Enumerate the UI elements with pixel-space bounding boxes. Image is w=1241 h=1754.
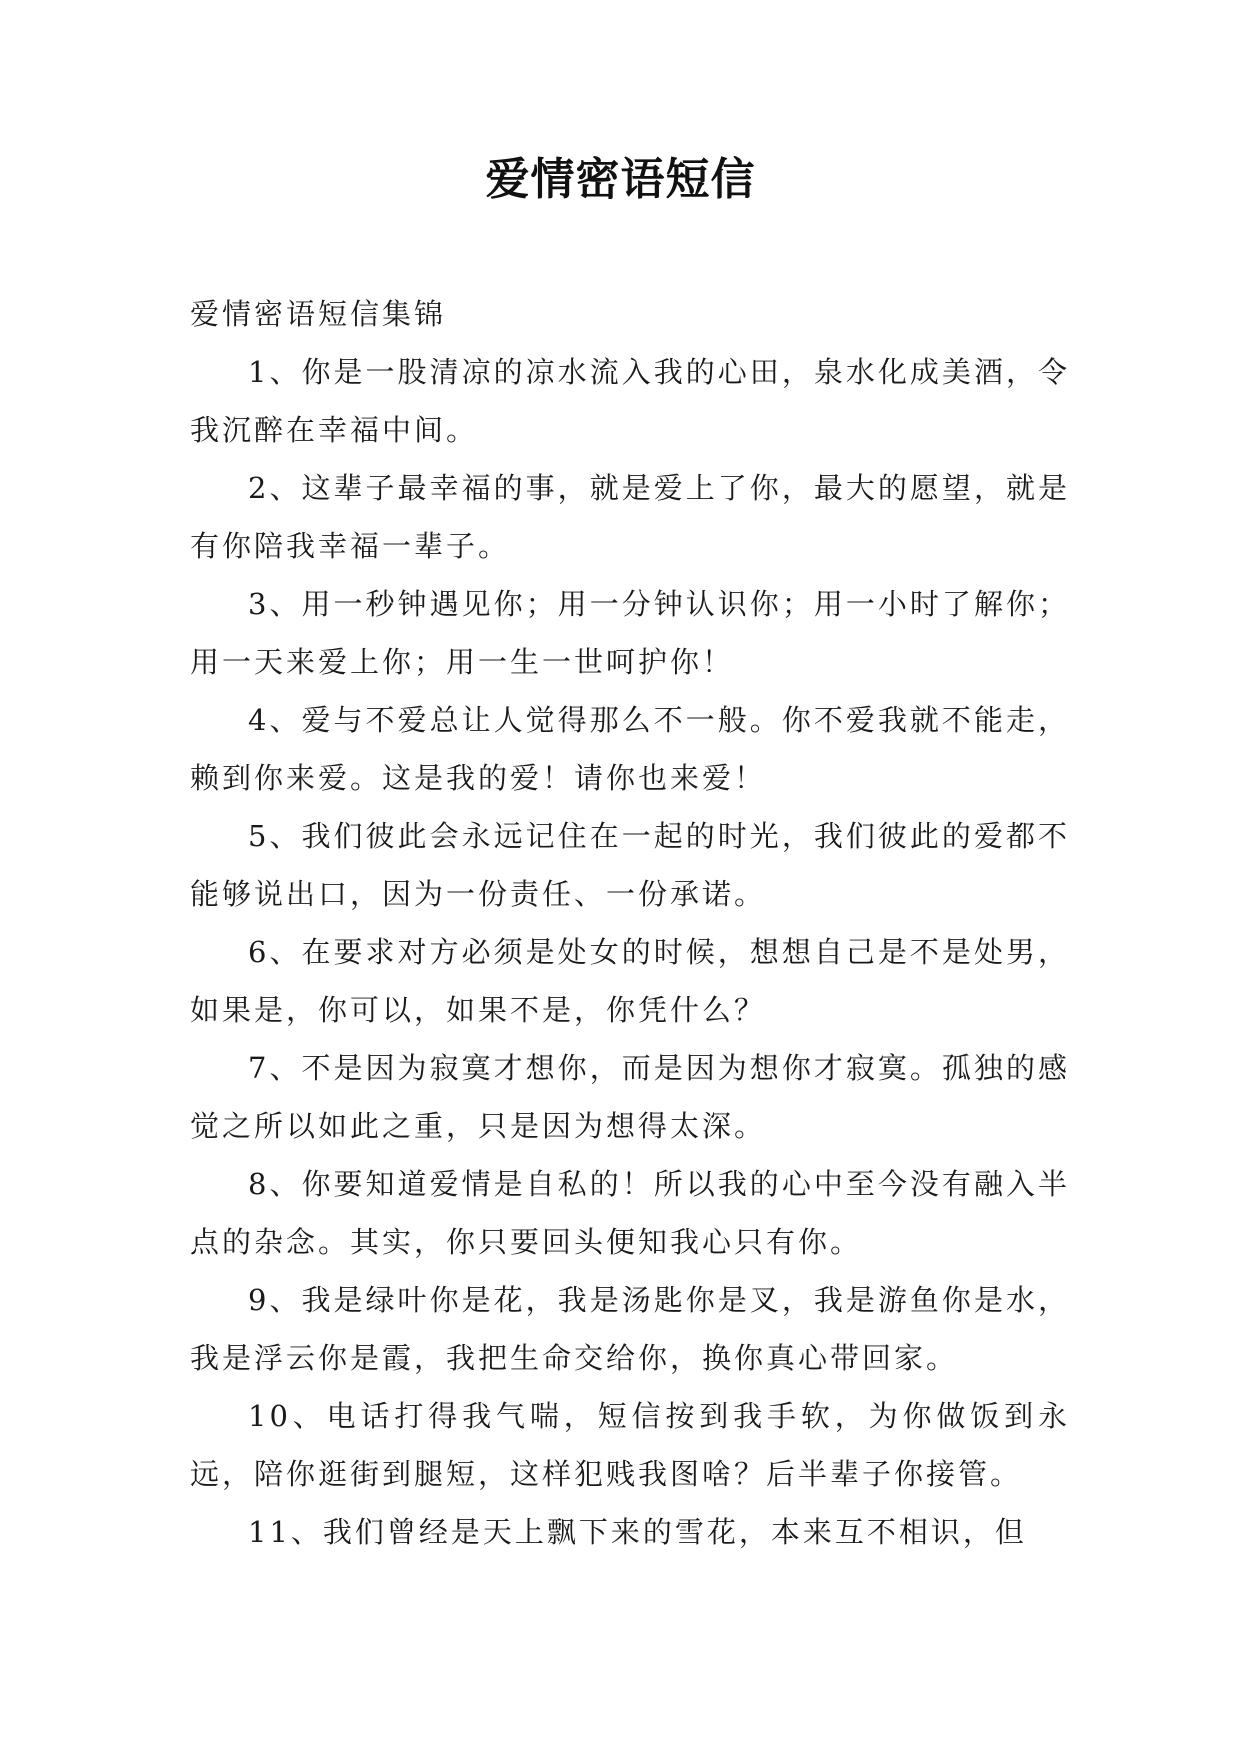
- paragraph-9: 9、我是绿叶你是花，我是汤匙你是叉，我是游鱼你是水，我是浮云你是霞，我把生命交给你，换你真心带回家。: [190, 1283, 1070, 1375]
- paragraph-8: 8、你要知道爱情是自私的！所以我的心中至今没有融入半点的杂念。其实，你只要回头便知我心只有你。: [190, 1167, 1070, 1259]
- paragraph-3: 3、用一秒钟遇见你；用一分钟认识你；用一小时了解你；用一天来爱上你；用一生一世呵护你！: [190, 587, 1070, 679]
- paragraph-11: 11、我们曾经是天上飘下来的雪花，本来互不相识，但: [248, 1515, 1027, 1549]
- document-title: 爱情密语短信: [485, 154, 756, 205]
- paragraph-4: 4、爱与不爱总让人觉得那么不一般。你不爱我就不能走，赖到你来爱。这是我的爱！请你也来爱！: [190, 703, 1070, 795]
- paragraph-7: 7、不是因为寂寞才想你，而是因为想你才寂寞。孤独的感觉之所以如此之重，只是因为想得太深。: [190, 1051, 1070, 1143]
- paragraph-2: 2、这辈子最幸福的事，就是爱上了你，最大的愿望，就是有你陪我幸福一辈子。: [190, 471, 1070, 563]
- document-subtitle: 爱情密语短信集锦: [190, 297, 447, 331]
- paragraph-6: 6、在要求对方必须是处女的时候，想想自己是不是处男，如果是，你可以，如果不是，你凭什么？: [190, 935, 1070, 1027]
- paragraph-5: 5、我们彼此会永远记住在一起的时光，我们彼此的爱都不能够说出口，因为一份责任、一份承诺。: [190, 819, 1070, 911]
- paragraph-1: 1、你是一股清凉的凉水流入我的心田，泉水化成美酒，令我沉醉在幸福中间。: [190, 355, 1070, 447]
- paragraph-10: 10、电话打得我气喘，短信按到我手软，为你做饭到永远，陪你逛街到腿短，这样犯贱我图啥？后半辈子你接管。: [190, 1399, 1070, 1491]
- document-body: [190, 285, 1070, 1561]
